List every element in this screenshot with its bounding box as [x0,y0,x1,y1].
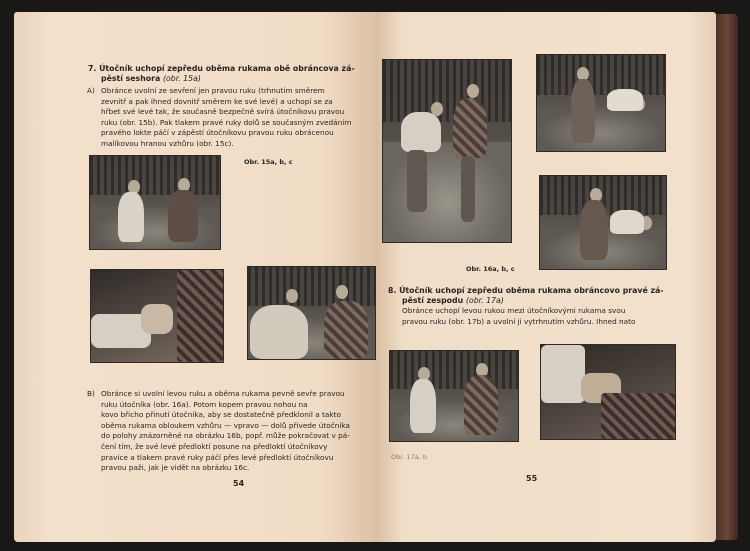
para-8-line: pravou ruku (obr. 17b) a uvolní ji vytrhnutím vzhůru. Ihned nato [402,316,636,326]
para-a-marker: A) [87,86,95,95]
para-a-line: pravého lokte páčí v zápěstí útočníkovu pravou ruku obrácenou [101,128,334,138]
caption-15: Obr. 15a, b, c [244,158,293,166]
right-page [376,12,716,542]
page-number-left: 54 [233,479,245,488]
para-b-marker: B) [87,389,95,398]
para-a-line: malíkovou hranou vzhůru (obr. 15c). [101,139,234,148]
photo-16a [382,59,512,243]
heading-8-line1: 8. Útočník uchopí zepředu oběma rukama obráncovo pravé zá- [388,286,664,295]
para-a-line: Obránce uvolní ze sevření jen pravou ruku (trhnutím směrem [101,86,325,95]
para-b-line: čení tím, že své levé předloktí posune na předloktí útočníkovy [101,442,328,451]
para-a-line: hřbet své levé tak, že současně bezpečně svírá útočníkovu pravou [101,107,345,117]
photo-17a [389,350,519,442]
para-a-line: zevnitř a pak ihned dovnitř směrem ke své levé) a uchopí se za [101,96,333,106]
heading-8-ref: (obr. 17a) [465,296,504,305]
heading-7-line1: 7. Útočník uchopí zepředu oběma rukama obě obráncova zá- [88,64,355,73]
book-page-edges [716,14,738,540]
heading-7-line2 [101,74,201,85]
para-b-line: pravou paži, jak je vidět na obrázku 16c. [101,463,250,473]
photo-15b [90,269,224,363]
para-b-line: ruku útočníka (obr. 16a). Potom kopem pravou nohou na [101,399,308,409]
para-b-line: Obránce si uvolní levou ruku a oběma rukama pevně sevře pravou [101,389,345,398]
para-8-line: Obránce uchopí levou rukou mezi útočníkovými rukama svou [402,306,626,315]
photo-16c [539,175,667,270]
photo-16b [536,54,666,152]
heading-7-ref: (obr. 15a) [162,74,201,83]
left-page [14,12,376,542]
para-b-line: kovo břicho přinutí útočníka, aby se dostatečně předklonil a takto [101,410,341,420]
para-b-line: oběma rukama obloukem vzhůru — vpravo — dolů přivede útočníka [101,420,350,430]
heading-8-line2 [402,296,504,307]
caption-16: Obr. 16a, b, c [466,265,515,273]
photo-15c [247,266,376,360]
para-a-line: ruku (obr. 15b). Pak tlakem pravé ruky dolů se současným zvedáním [101,117,352,127]
heading-7-text: pěstí seshora [101,74,163,83]
heading-8-text: pěstí zespodu [402,296,466,305]
photo-17b [540,344,676,440]
photo-15a [89,155,221,250]
caption-17: Obr. 17a, b [391,453,427,461]
para-b-line: do polohy znázorněné na obrázku 16b, popř. může pokračovat v pá- [101,431,350,441]
para-b-line: pravice a tlakem pravé ruky páčí přes levé předloktí útočníkovu [101,452,334,462]
page-number-right: 55 [526,474,538,483]
